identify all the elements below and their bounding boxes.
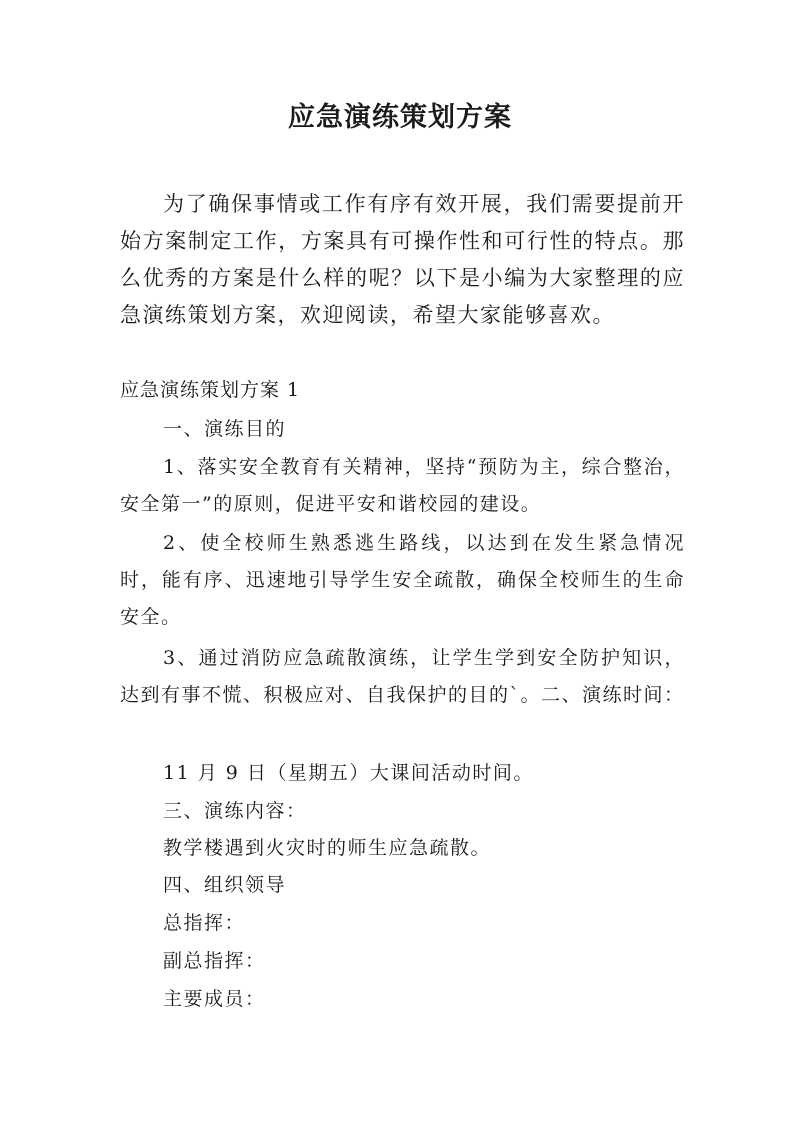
drill-content: 教学楼遇到火灾时的师生应急疏散。 [163,837,492,859]
members-label: 主要成员： [163,988,266,1010]
purpose-item-1: 1、落实安全教育有关精神，坚持“预防为主，综合整治，安全第一”的原则，促进平安和谐校园的建设。 [120,456,685,515]
heading-purpose: 一、演练目的 [163,418,287,440]
purpose-item-3: 3、通过消防应急疏散演练，让学生学到安全防护知识，达到有事不慌、积极应对、自我保护的目的`。二、演练时间： [120,647,685,706]
heading-organization: 四、组织领导 [163,874,287,896]
section-title: 应急演练策划方案 1 [120,379,301,401]
purpose-item-2: 2、使全校师生熟悉逃生路线，以达到在发生紧急情况时，能有序、迅速地引导学生安全疏散，确保全校师生的生命安全。 [120,532,685,628]
intro-paragraph: 为了确保事情或工作有序有效开展，我们需要提前开始方案制定工作，方案具有可操作性和可行性的特点。那么优秀的方案是什么样的呢？以下是小编为大家整理的应急演练策划方案，欢迎阅读，希望大家能够喜欢。 [120,192,685,327]
commander-label: 总指挥： [163,912,246,934]
heading-content: 三、演练内容： [163,800,307,822]
document-title: 应急演练策划方案 [288,102,512,133]
drill-time: 11 月 9 日（星期五）大课间活动时间。 [163,762,534,784]
vice-commander-label: 副总指挥： [163,950,266,972]
